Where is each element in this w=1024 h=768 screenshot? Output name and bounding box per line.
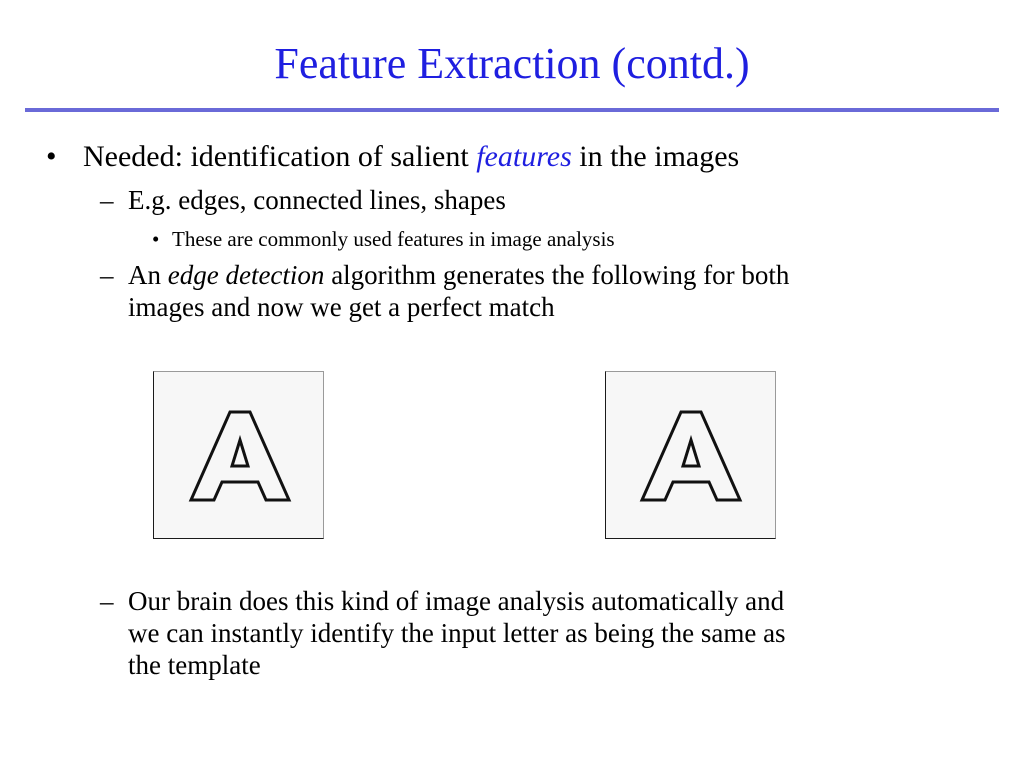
dash-marker: – xyxy=(100,586,114,616)
sub-bullet-edge-detection-line1 xyxy=(128,260,789,291)
edge-detection-prefix: An xyxy=(128,260,168,290)
bullet-marker: • xyxy=(46,140,57,173)
bullet-needed-prefix: Needed: identification of salient xyxy=(83,140,477,173)
edge-detected-letter-image-right xyxy=(605,371,776,539)
dash-marker: – xyxy=(100,260,114,290)
keyword-edge-detection: edge detection xyxy=(167,260,325,290)
sub-bullet-brain-line3: the template xyxy=(128,650,261,680)
letter-a-outline-icon xyxy=(606,372,775,538)
edge-detected-letter-image-left xyxy=(153,371,324,539)
sub-bullet-brain-line1: Our brain does this kind of image analysis automatically and xyxy=(128,586,785,616)
sub-bullet-brain-line2: we can instantly identify the input letter as being the same as xyxy=(128,618,786,648)
edge-detection-suffix: algorithm generates the following for both xyxy=(324,260,790,290)
bullet-needed xyxy=(83,140,739,175)
title-divider xyxy=(25,108,999,112)
sub-sub-bullet-common-features: These are commonly used features in image analysis xyxy=(172,227,615,251)
small-bullet-marker: • xyxy=(152,227,160,251)
slide-title: Feature Extraction (contd.) xyxy=(274,39,750,88)
dash-marker: – xyxy=(100,185,114,215)
sub-bullet-edge-detection-line2: images and now we get a perfect match xyxy=(128,292,555,322)
keyword-features: features xyxy=(476,140,572,173)
bullet-needed-suffix: in the images xyxy=(571,140,740,173)
letter-a-outline-icon xyxy=(154,372,323,538)
sub-bullet-examples: E.g. edges, connected lines, shapes xyxy=(128,185,506,215)
